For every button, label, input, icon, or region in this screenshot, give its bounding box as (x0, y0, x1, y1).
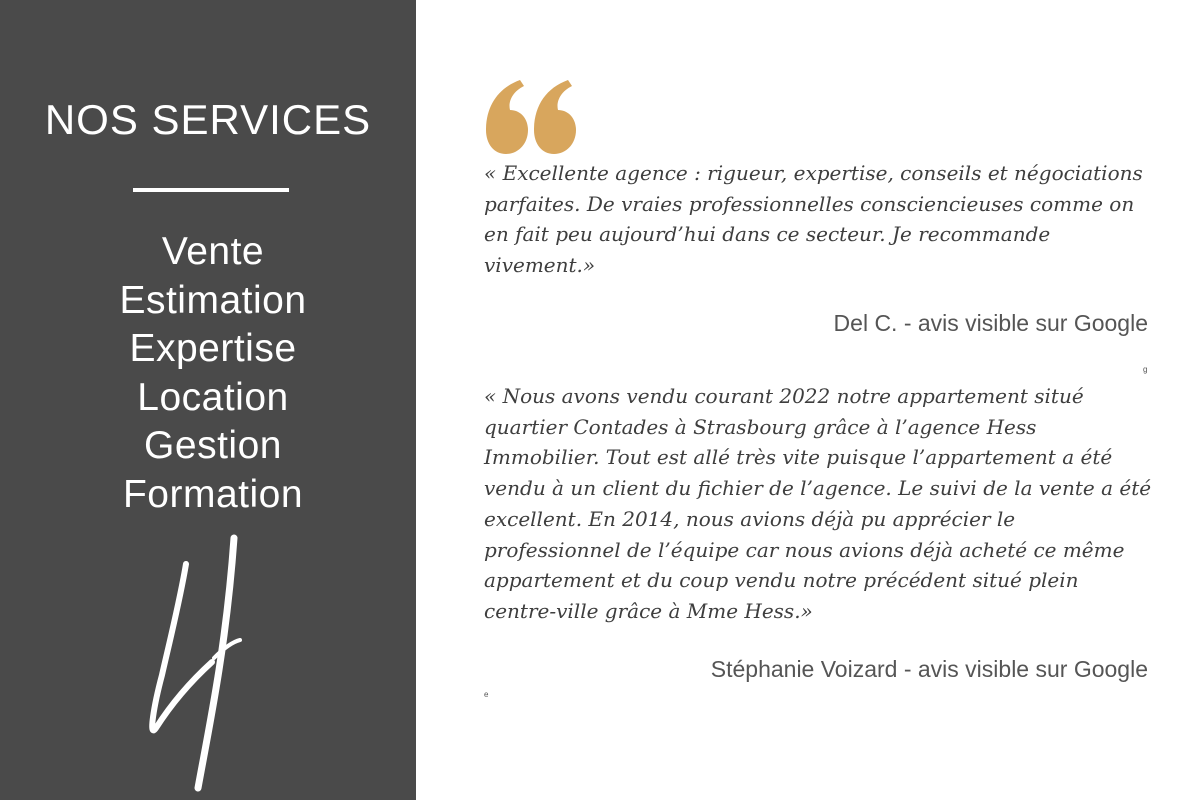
service-item-formation: Formation (122, 472, 304, 516)
review-author-2: Stéphanie Voizard - avis visible sur Google (710, 656, 1148, 682)
service-item-gestion: Gestion (144, 424, 282, 467)
service-item-estimation: Estimation (119, 278, 307, 322)
service-item-location: Location (137, 375, 289, 419)
review-text-2: « Nous avons vendu courant 2022 notre appartement situé quartier Contades à Strasbourg grâce à l’agence Hess Immobilier. Tout est allé très vite puisque l’appartement a été vendu à un client du fichier de l’agence. Le suivi de la vente a été excellent. En 2014, nous avions déjà pu apprécier le professionnel de l’équipe car nous avions déjà acheté ce même appartement et du coup vendu notre précédent situé plein centre-ville grâce à Mme Hess.» (484, 384, 1152, 623)
service-item-expertise: Expertise (129, 327, 297, 370)
stray-character-1: g (1143, 365, 1148, 374)
services-title: NOS SERVICES (44, 96, 372, 143)
testimonials-panel (416, 0, 1200, 800)
services-list (0, 228, 426, 519)
service-item-vente: Vente (161, 230, 265, 273)
double-quote-icon (482, 78, 582, 156)
services-sidebar (0, 0, 416, 800)
stray-character-2: e (484, 690, 489, 699)
title-divider (133, 188, 289, 192)
h-monogram-logo-icon (140, 530, 250, 795)
review-author-1: Del C. - avis visible sur Google (833, 310, 1148, 336)
review-text-1: « Excellente agence : rigueur, expertise, conseils et négociations parfaites. De vraies professionnelles consciencieuses comme on en fait peu aujourd’hui dans ce secteur. Je recommande vivement.» (484, 161, 1143, 278)
